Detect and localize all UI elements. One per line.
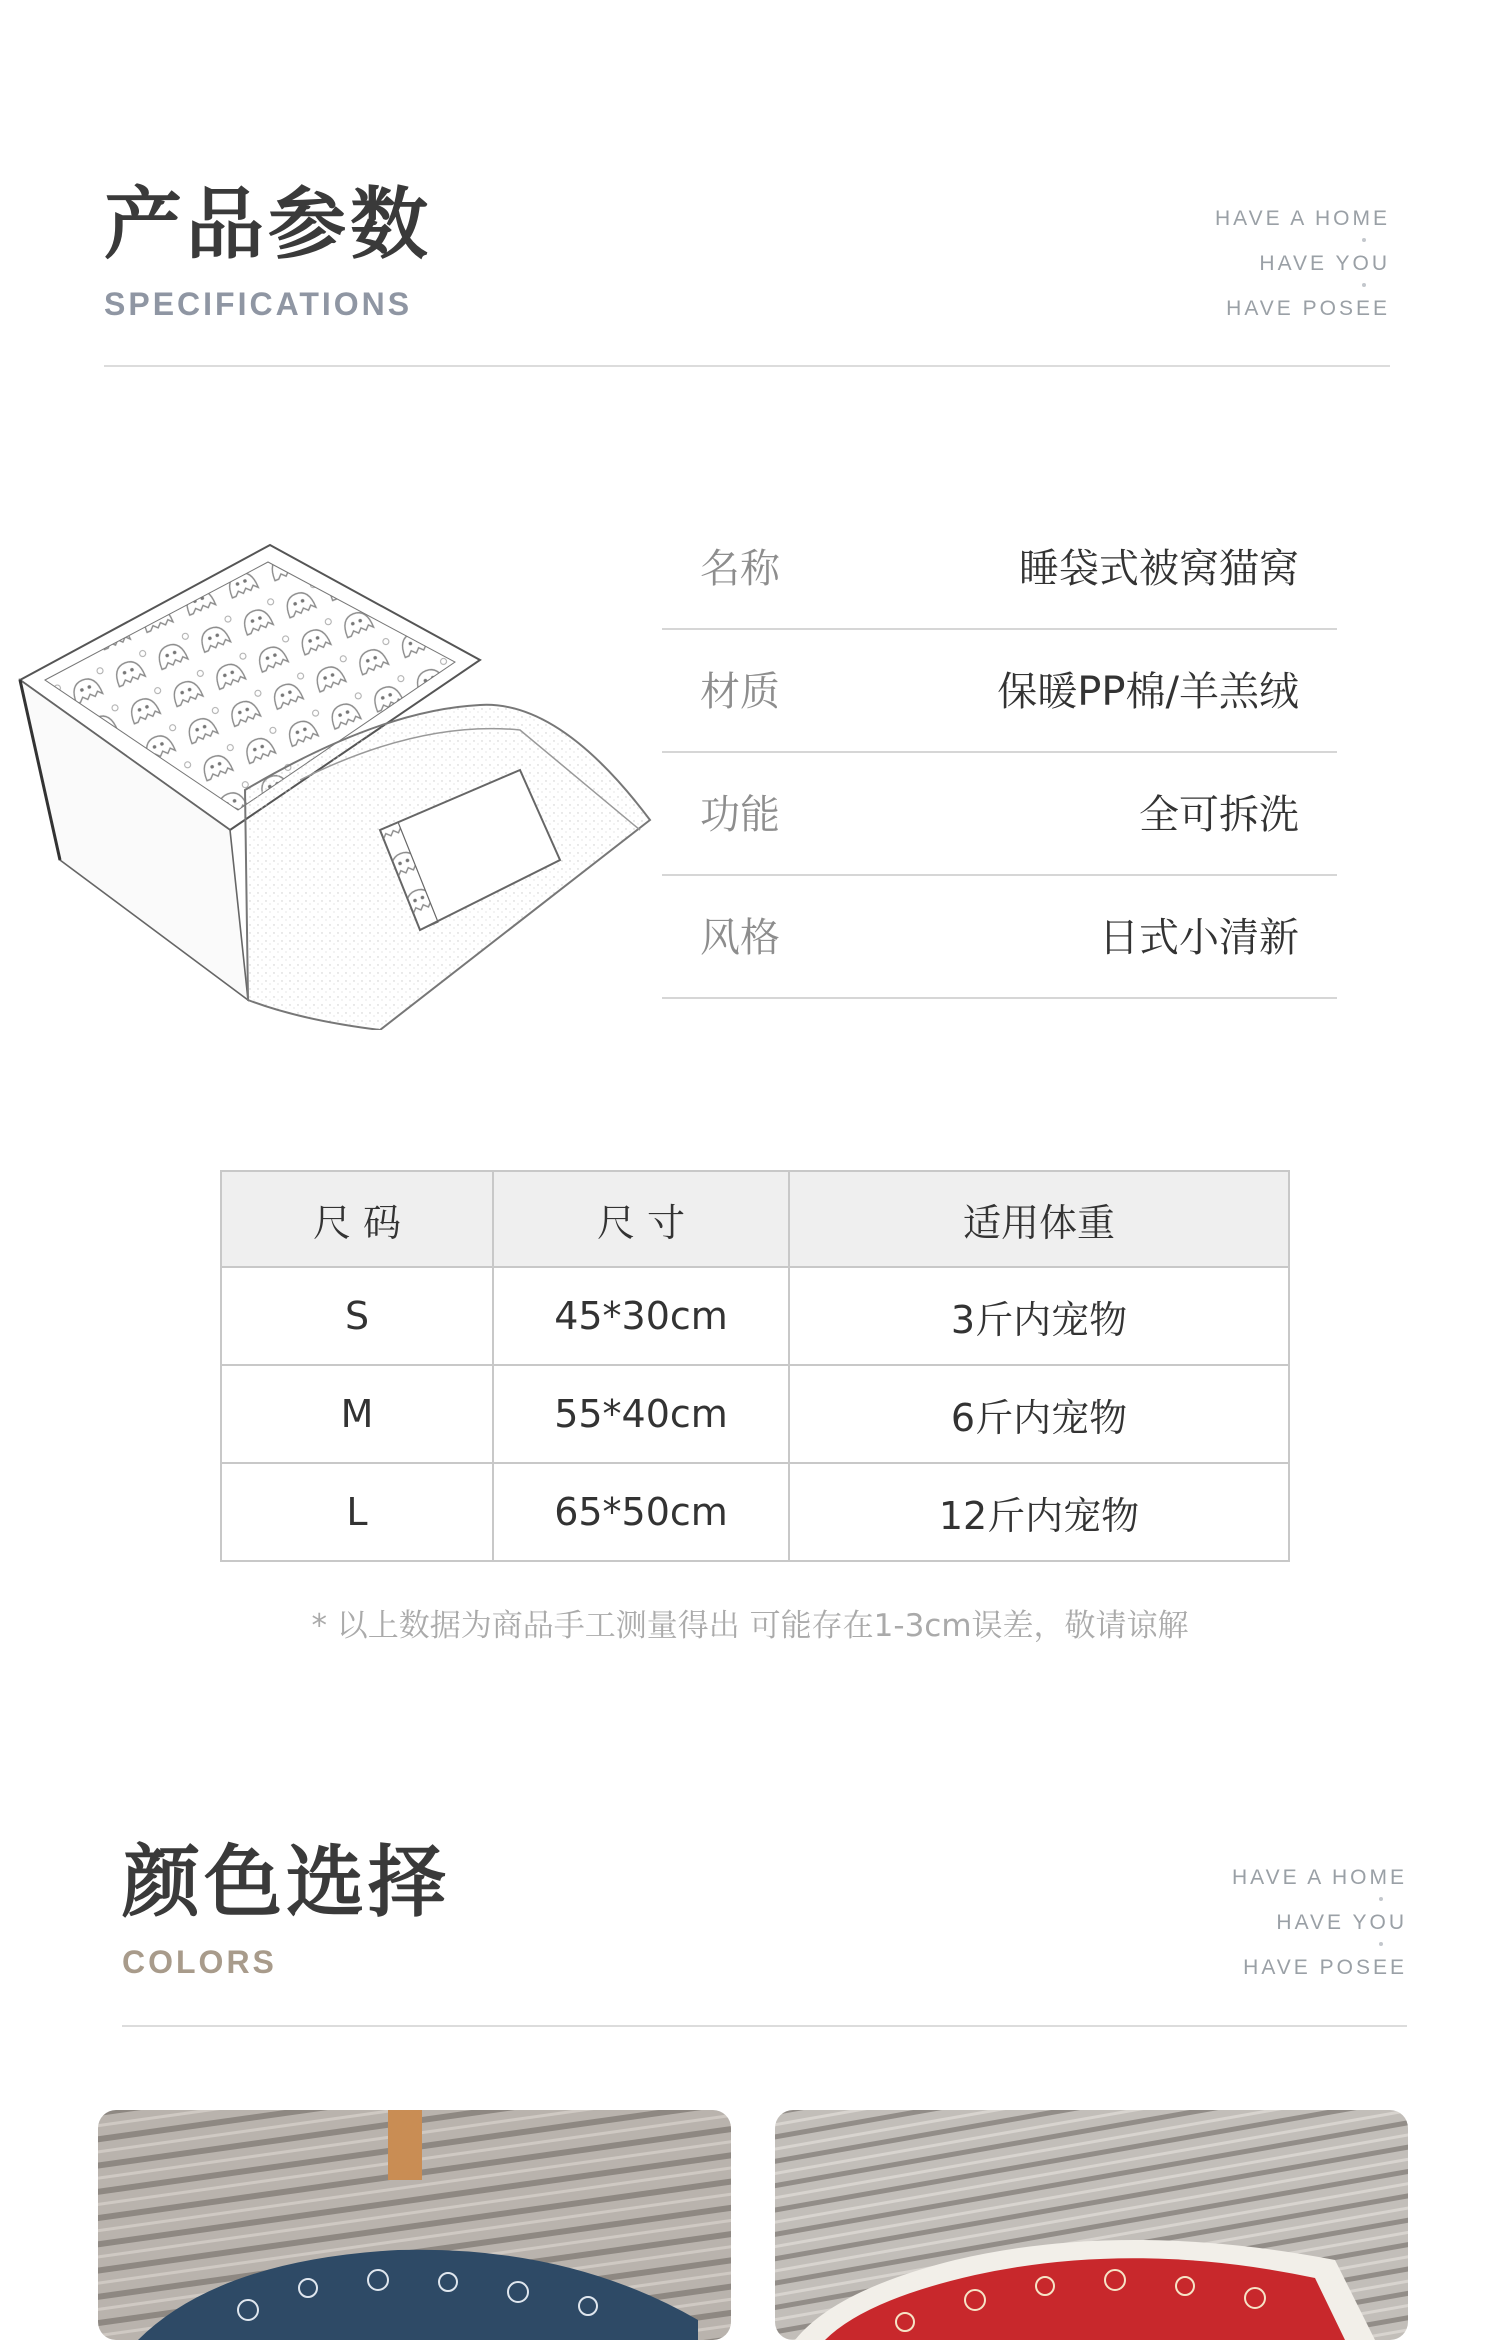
size-table <box>220 1170 1290 1562</box>
color-option-blue-photo[interactable] <box>98 2110 731 2340</box>
specs-title: 产品参数 <box>104 180 433 270</box>
param-label: 风格 <box>700 915 780 961</box>
table-header-cell: 适用体重 <box>789 1171 1289 1267</box>
param-row-function <box>662 751 1337 876</box>
size-cell: S <box>221 1267 493 1365</box>
tagline-dot <box>1379 1897 1383 1901</box>
tagline-line: HAVE A HOME <box>1232 1866 1407 1889</box>
param-label: 功能 <box>700 792 780 838</box>
color-option-red-photo[interactable] <box>775 2110 1408 2340</box>
param-label: 材质 <box>700 669 780 715</box>
colors-title: 颜色选择 <box>122 1838 451 1928</box>
table-row <box>221 1267 1289 1365</box>
tagline-line: HAVE YOU <box>1276 1911 1407 1934</box>
table-header-cell: 尺 寸 <box>493 1171 789 1267</box>
table-header-cell: 尺 码 <box>221 1171 493 1267</box>
param-value: 睡袋式被窝猫窝 <box>1019 546 1299 592</box>
weight-cell: 12斤内宠物 <box>789 1463 1289 1561</box>
dimension-cell: 45*30cm <box>493 1267 789 1365</box>
table-row <box>221 1463 1289 1561</box>
dimension-cell: 55*40cm <box>493 1365 789 1463</box>
param-value: 保暖PP棉/羊羔绒 <box>997 669 1299 715</box>
measurement-note: * 以上数据为商品手工测量得出 可能存在1-3cm误差，敬请谅解 <box>311 1608 1189 1644</box>
blue-bed-image <box>98 2110 731 2340</box>
param-value: 全可拆洗 <box>1139 792 1299 838</box>
dimension-cell: 65*50cm <box>493 1463 789 1561</box>
colors-subtitle: COLORS <box>122 1944 277 1980</box>
size-cell: M <box>221 1365 493 1463</box>
tagline-dot <box>1362 238 1366 242</box>
table-header-row <box>221 1171 1289 1267</box>
tagline-line: HAVE YOU <box>1259 252 1390 275</box>
specs-tagline <box>1215 196 1390 331</box>
specs-subtitle: SPECIFICATIONS <box>104 286 413 322</box>
weight-cell: 3斤内宠物 <box>789 1267 1289 1365</box>
param-row-material <box>662 628 1337 753</box>
param-value: 日式小清新 <box>1099 915 1299 961</box>
section-divider <box>122 2025 1407 2027</box>
section-divider <box>104 365 1390 367</box>
tagline-line: HAVE POSEE <box>1226 297 1390 320</box>
tagline-dot <box>1379 1942 1383 1946</box>
colors-tagline <box>1232 1855 1407 1990</box>
param-row-name <box>662 505 1337 630</box>
tagline-line: HAVE A HOME <box>1215 207 1390 230</box>
size-cell: L <box>221 1463 493 1561</box>
table-row <box>221 1365 1289 1463</box>
red-bed-image <box>775 2110 1408 2340</box>
tagline-dot <box>1362 283 1366 287</box>
tagline-line: HAVE POSEE <box>1243 1956 1407 1979</box>
param-row-style <box>662 874 1337 999</box>
weight-cell: 6斤内宠物 <box>789 1365 1289 1463</box>
product-sketch-image <box>0 530 660 1030</box>
param-label: 名称 <box>700 546 780 592</box>
